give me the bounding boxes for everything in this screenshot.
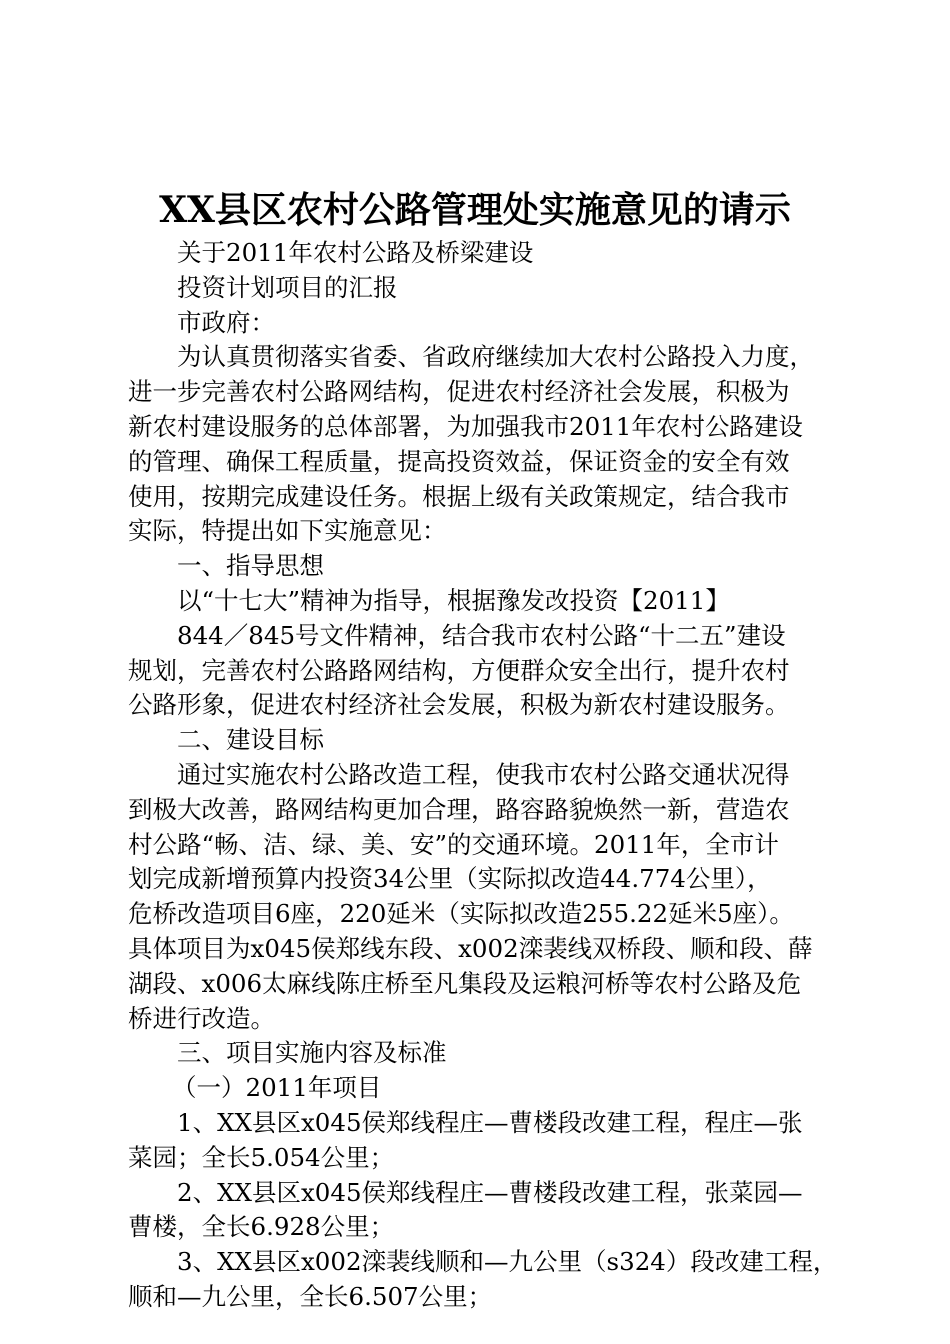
text-line: 曹楼，全长6.928公里； — [128, 1212, 395, 1242]
section2-paragraph — [128, 758, 834, 1036]
subtitle-line: 投资计划项目的汇报 — [177, 272, 398, 302]
subtitle-line: 关于2011年农村公路及桥梁建设 — [177, 238, 534, 267]
text-line: 新农村建设服务的总体部署，为加强我市2011年农村公路建设 — [128, 411, 803, 441]
text-line: 使用，按期完成建设任务。根据上级有关政策规定，结合我市 — [128, 481, 790, 511]
salutation: 市政府： — [177, 307, 275, 337]
project-item — [128, 1106, 834, 1176]
text-line: 桥进行改造。 — [128, 1003, 275, 1033]
intro-paragraph — [128, 340, 834, 549]
section-heading: 一、指导思想 — [177, 551, 324, 581]
text-line: 实际，特提出如下实施意见： — [128, 516, 447, 546]
text-line: 的管理、确保工程质量，提高投资效益，保证资金的安全有效 — [128, 446, 790, 476]
text-line: 公路形象，促进农村经济社会发展，积极为新农村建设服务。 — [128, 690, 790, 720]
document-title: XX县区农村公路管理处实施意见的请示 — [159, 189, 791, 231]
text-line: 村公路“畅、洁、绿、美、安”的交通环境。2011年，全市计 — [128, 829, 779, 859]
text-line: 危桥改造项目6座，220延米（实际拟改造255.22延米5座）。 — [128, 899, 794, 929]
section-heading: 三、项目实施内容及标准 — [177, 1038, 447, 1068]
section1-paragraph — [128, 584, 834, 723]
text-line: 2、XX县区x045侯郑线程庄—曹楼段改建工程，张菜园— — [177, 1177, 803, 1207]
text-line: 进一步完善农村公路网结构，促进农村经济社会发展，积极为 — [128, 377, 790, 407]
text-line: 通过实施农村公路改造工程，使我市农村公路交通状况得 — [177, 759, 790, 789]
project-item — [128, 1245, 838, 1315]
text-line: 湖段、x006太麻线陈庄桥至凡集段及运粮河桥等农村公路及危 — [128, 968, 802, 998]
text-line: 为认真贯彻落实省委、省政府继续加大农村公路投入力度， — [177, 342, 814, 372]
text-line: 顺和—九公里，全长6.507公里； — [128, 1281, 493, 1311]
text-line: 以“十七大”精神为指导，根据豫发改投资【2011】 — [177, 585, 730, 615]
text-line: 规划，完善农村公路路网结构，方便群众安全出行，提升农村 — [128, 655, 790, 685]
text-line: 具体项目为x045侯郑线东段、x002滦裴线双桥段、顺和段、薛 — [128, 933, 813, 963]
section-heading: 二、建设目标 — [177, 725, 324, 755]
text-line: 到极大改善，路网结构更加合理，路容路貌焕然一新，营造农 — [128, 794, 790, 824]
text-line: 844／845号文件精神，结合我市农村公路“十二五”建设 — [177, 620, 786, 650]
text-line: 3、XX县区x002滦裴线顺和—九公里（s324）段改建工程， — [177, 1247, 838, 1277]
text-line: 菜园；全长5.054公里； — [128, 1142, 395, 1172]
text-line: 1、XX县区x045侯郑线程庄—曹楼段改建工程，程庄—张 — [177, 1107, 803, 1137]
sub-section-heading: （一）2011年项目 — [172, 1073, 382, 1103]
document-body — [128, 236, 838, 1315]
project-item — [128, 1176, 834, 1246]
text-line: 划完成新增预算内投资34公里（实际拟改造44.774公里）， — [128, 864, 772, 894]
